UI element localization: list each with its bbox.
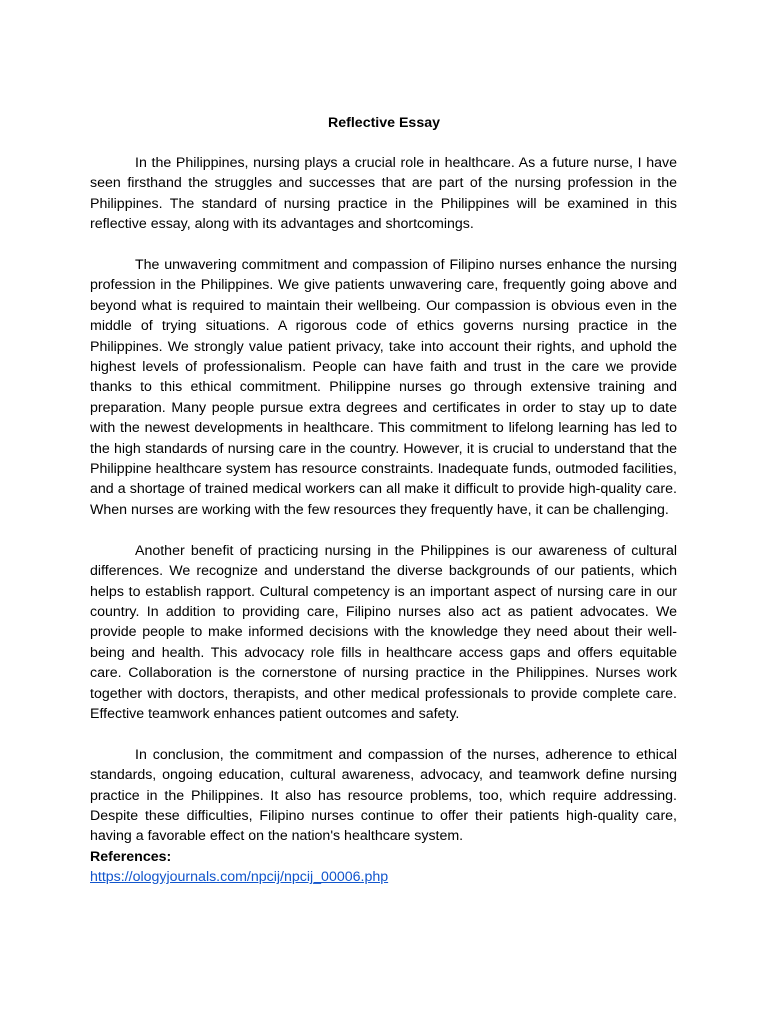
reference-link[interactable]: https://ologyjournals.com/npcij/npcij_00006.php: [90, 869, 389, 886]
paragraph-commitment: The unwavering commitment and compassion of Filipino nurses enhance the nursing profession in the Philippines. We give patients unwavering care, frequently going above and beyond what is required to maintain their wellbeing. Our compassion is obvious even in the middle of trying situations. A rigorous code of ethics governs nursing practice in the Philippines. We strongly value patient privacy, take into account their rights, and uphold the highest levels of professionalism. People can have faith and trust in the care we provide thanks to this ethical commitment. Philippine nurses go through extensive training and preparation. Many people pursue extra degrees and certificates in order to stay up to date with the newest developments in healthcare. This commitment to lifelong learning has led to the high standards of nursing care in the country. However, it is crucial to understand that the Philippine healthcare system has resource constraints. Inadequate funds, outmoded facilities, and a shortage of trained medical workers can all make it difficult to provide high-quality care. When nurses are working with the few resources they frequently have, it can be challenging.: [90, 257, 677, 518]
essay-body: [90, 153, 677, 888]
references-heading: References:: [90, 848, 172, 865]
essay-title: Reflective Essay: [328, 115, 440, 131]
paragraph-conclusion: In conclusion, the commitment and compassion of the nurses, adherence to ethical standards, ongoing education, cultural awareness, advocacy, and teamwork define nursing practice in the Philippines. It also has resource problems, too, which require addressing. Despite these difficulties, Filipino nurses continue to offer their patients high-quality care, having a favorable effect on the nation's healthcare system.: [90, 746, 677, 845]
paragraph-cultural-awareness: Another benefit of practicing nursing in the Philippines is our awareness of cultural differences. We recognize and understand the diverse backgrounds of our patients, which helps to establish rapport. Cultural competency is an important aspect of nursing care in our country. In addition to providing care, Filipino nurses also act as patient advocates. We provide people to make informed decisions with the knowledge they need about their well-being and health. This advocacy role fills in healthcare access gaps and offers equitable care. Collaboration is the cornerstone of nursing practice in the Philippines. Nurses work together with doctors, therapists, and other medical professionals to provide complete care. Effective teamwork enhances patient outcomes and safety.: [90, 542, 677, 722]
paragraph-introduction: In the Philippines, nursing plays a crucial role in healthcare. As a future nurse, I have seen firsthand the struggles and successes that are part of the nursing profession in the Philippines. The standard of nursing practice in the Philippines will be examined in this reflective essay, along with its advantages and shortcomings.: [90, 155, 677, 233]
